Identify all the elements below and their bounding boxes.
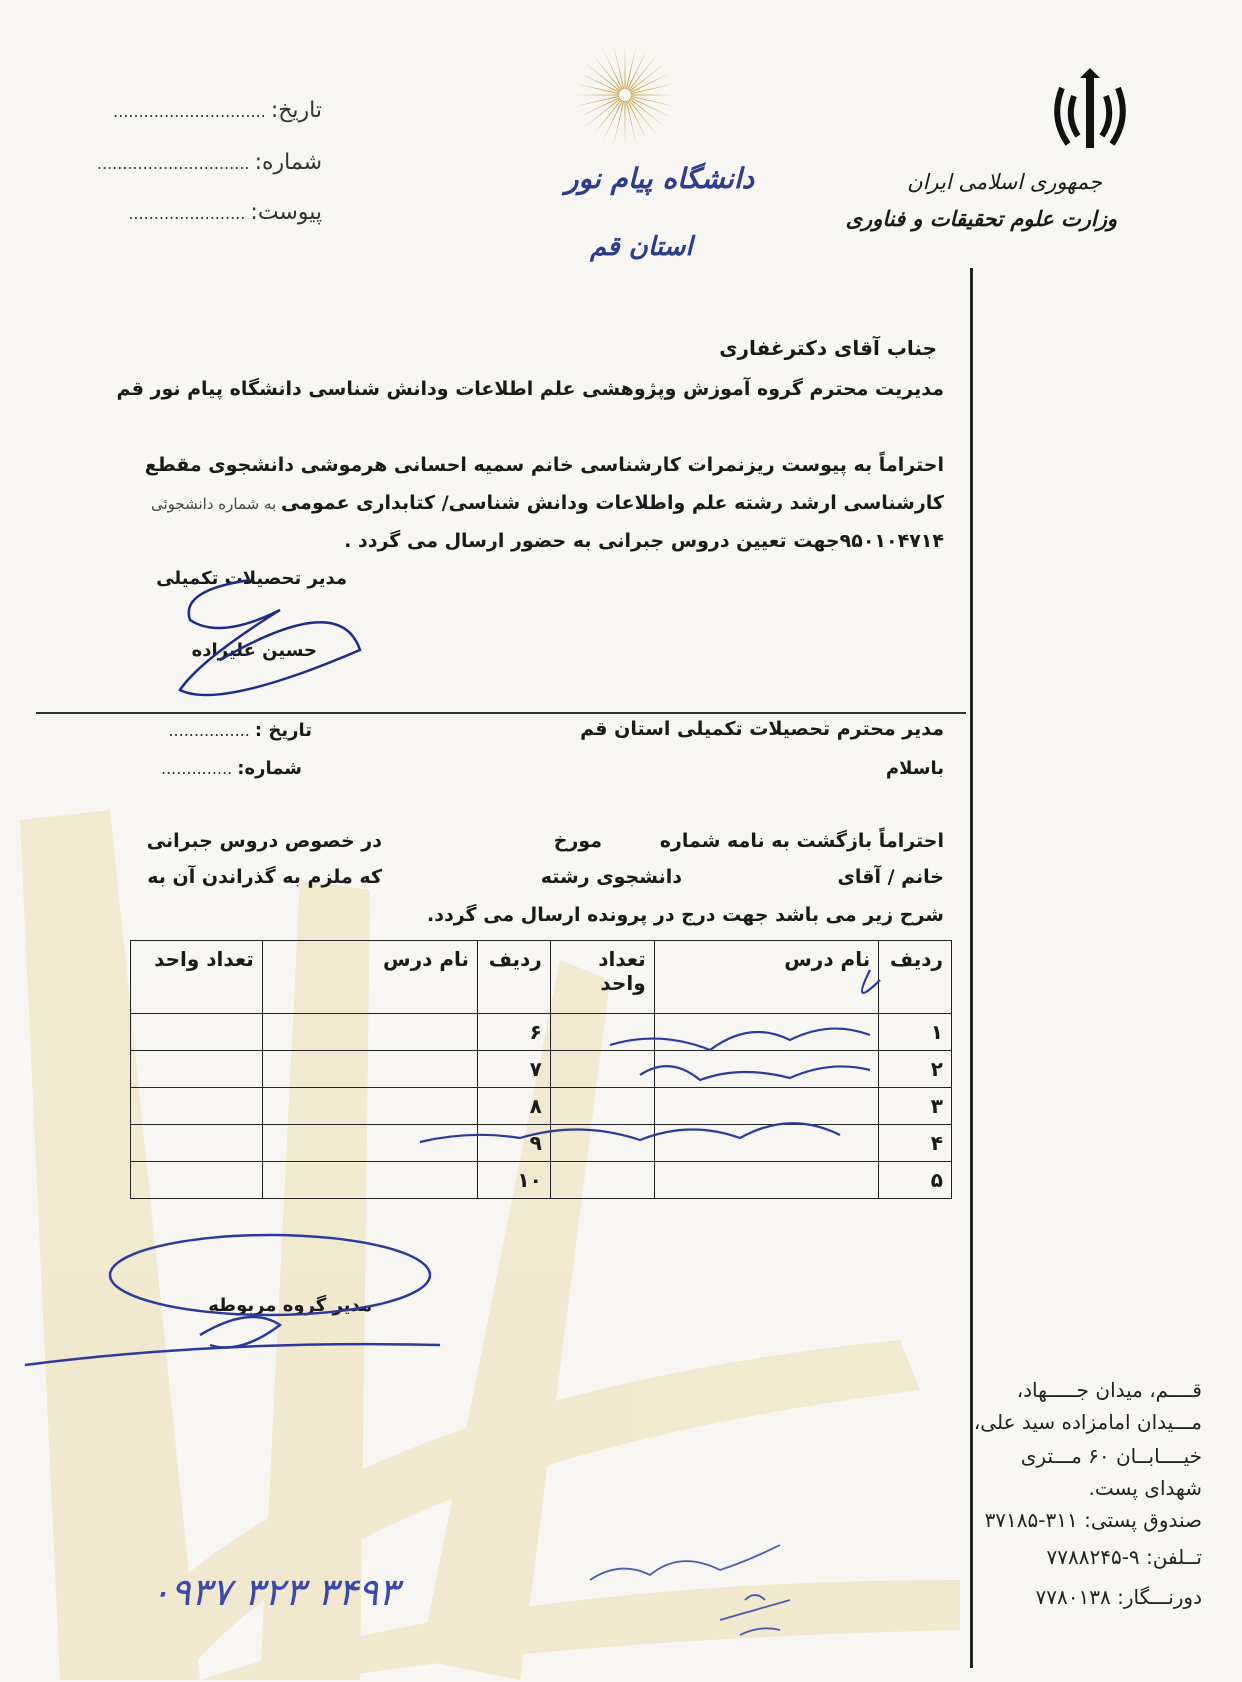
logo-ray	[578, 97, 620, 117]
table-cell	[550, 1162, 654, 1199]
table-cell: ۱۰	[478, 1162, 551, 1199]
logo-ray	[627, 100, 647, 142]
reply-line2-a: خانم / آقای	[837, 866, 944, 888]
table-cell	[262, 1162, 477, 1199]
address-line3: خیــــابــان ۶۰ مـــتری	[1020, 1444, 1202, 1468]
signature-image	[160, 570, 370, 720]
logo-ray	[630, 97, 672, 117]
attachment-label: پیوست:	[250, 200, 322, 225]
table-cell: ۴	[879, 1125, 952, 1162]
table-cell: ۷	[478, 1051, 551, 1088]
table-cell: ۱	[879, 1014, 952, 1051]
col-header-row2: ردیف	[478, 941, 551, 1014]
logo-ray	[602, 48, 622, 90]
table-cell: ۳	[879, 1088, 952, 1125]
address-line4: شهدای پست.	[1088, 1476, 1202, 1500]
reply-addressee: مدیر محترم تحصیلات تکمیلی استان قم	[580, 718, 944, 740]
letter-recipient: جناب آقای دکترغفاری	[719, 336, 937, 360]
table-row	[131, 1162, 952, 1199]
logo-ray	[630, 72, 672, 92]
reply-line2-c: که ملزم به گذراندن آن به	[147, 866, 382, 888]
letter-body-line3: ۹۵۰۱۰۴۷۱۴جهت تعیین دروس جبرانی به حضور ارسال می گردد .	[344, 530, 944, 552]
reply-date-label: تاریخ :	[254, 720, 312, 741]
letter-body-line2	[151, 492, 944, 514]
col-header-units2: تعداد واحد	[131, 941, 263, 1014]
table-cell	[654, 1162, 879, 1199]
logo-ray	[631, 94, 677, 95]
meta-date-row	[113, 98, 322, 123]
logo-ray	[624, 101, 625, 147]
date-value: ..............................	[113, 102, 266, 121]
table-cell	[131, 1051, 263, 1088]
group-manager-signature-image	[20, 1225, 440, 1375]
address-line1: قــــم، میدان جـــــهاد،	[1016, 1378, 1202, 1402]
address-pobox: صندوق پستی: ۳۱۱-۳۷۱۸۵	[984, 1508, 1202, 1532]
table-cell: ۶	[478, 1014, 551, 1051]
ministry-country: جمهوری اسلامی ایران	[907, 170, 1102, 194]
reply-line1-b: مورخ	[553, 830, 602, 852]
handwriting-marks-image	[410, 960, 890, 1160]
section-divider	[36, 712, 966, 714]
sidebar-divider	[970, 268, 973, 1668]
letter-body-line2-main: کارشناسی ارشد رشته علم واطلاعات ودانش شناسی/ کتابداری عمومی	[280, 492, 944, 514]
table-cell	[131, 1088, 263, 1125]
col-header-course2: نام درس	[262, 941, 477, 1014]
university-province: استان قم	[590, 232, 693, 262]
col-header-row1: ردیف	[879, 941, 952, 1014]
letter-body-line1: احتراماً به پیوست ریزنمرات کارشناسی خانم سمیه احسانی هرموشی دانشجوی مقطع	[144, 454, 944, 476]
reply-number-row	[161, 758, 302, 779]
university-name: دانشگاه پیام نور	[565, 162, 755, 195]
logo-ray	[624, 43, 625, 89]
reply-line1-a: احتراماً بازگشت به نامه شماره	[659, 830, 944, 852]
signer-name: حسین علیزاده	[191, 640, 317, 661]
letter-body-line2-small: به شماره دانشجوئی	[151, 495, 281, 513]
reply-line1-c: در خصوص دروس جبرانی	[146, 830, 382, 852]
col-header-units1: تعداد واحد	[550, 941, 654, 1014]
iran-emblem-icon	[1050, 68, 1130, 162]
logo-ray	[602, 100, 622, 142]
logo-ray	[627, 48, 647, 90]
number-label: شماره:	[254, 150, 322, 175]
address-fax: دورنـــگار: ۷۷۸۰۱۳۸	[1035, 1585, 1202, 1609]
col-header-course1: نام درس	[654, 941, 879, 1014]
logo-ray	[573, 94, 619, 95]
number-value: ..............................	[96, 154, 250, 173]
table-cell: ۲	[879, 1051, 952, 1088]
reply-date-row	[168, 720, 312, 741]
signer-title: مدیر تحصیلات تکمیلی	[156, 568, 347, 589]
date-label: تاریخ:	[270, 98, 322, 123]
letter-recipient-title: مدیریت محترم گروه آموزش وپژوهشی علم اطلاعات ودانش شناسی دانشگاه پیام نور قم	[116, 378, 944, 400]
handwritten-phone: ۰۹۳۷ ۳۲۳ ۳۴۹۳	[150, 1570, 399, 1614]
handwritten-note-image	[580, 1530, 820, 1640]
table-cell: ۵	[879, 1162, 952, 1199]
meta-number-row	[97, 150, 322, 175]
group-manager-label: مدیر گروه مربوطه	[208, 1295, 372, 1316]
reply-number-value: ..............	[160, 759, 233, 778]
reply-number-label: شماره:	[237, 758, 302, 779]
ministry-name: وزارت علوم تحقیقات و فناوری	[845, 206, 1117, 231]
logo-ray	[578, 72, 620, 92]
table-cell	[131, 1162, 263, 1199]
reply-line2-b: دانشجوی رشته	[540, 866, 682, 888]
meta-attachment-row	[128, 200, 322, 225]
table-cell: ۸	[478, 1088, 551, 1125]
reply-line3: شرح زیر می باشد جهت درج در پرونده ارسال می گردد.	[427, 904, 944, 926]
reply-greeting: باسلام	[885, 758, 944, 779]
reply-date-value: ................	[168, 721, 250, 740]
table-cell	[131, 1014, 263, 1051]
table-cell: ۹	[478, 1125, 551, 1162]
university-logo-icon	[570, 40, 680, 154]
address-line2: مـــیدان امامزاده سید علی،	[973, 1410, 1202, 1434]
address-phone: تــلفن: ۹-۷۷۸۸۲۴۵	[1046, 1545, 1202, 1569]
attachment-value: .......................	[128, 204, 246, 223]
table-cell	[131, 1125, 263, 1162]
